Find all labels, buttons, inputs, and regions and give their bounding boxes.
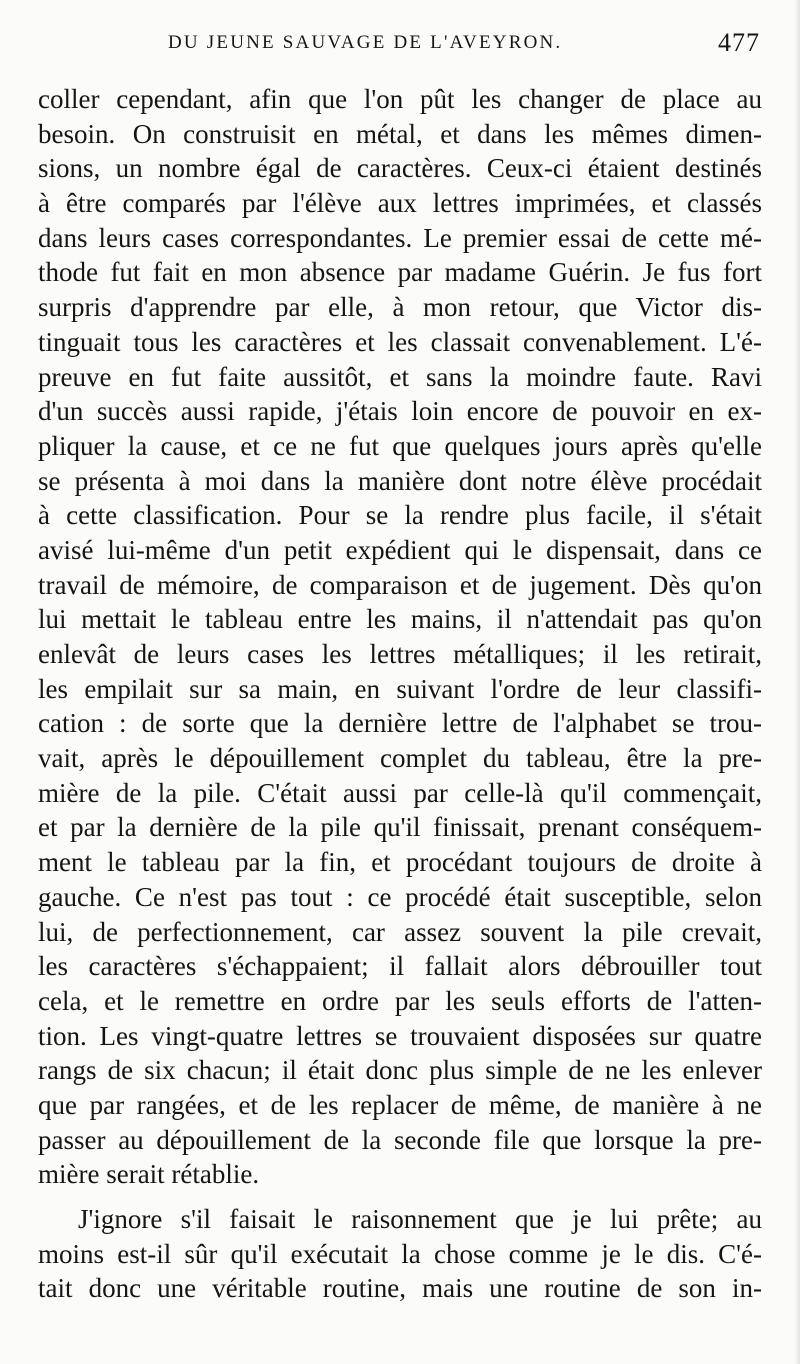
text-line: rangs de six chacun; il était donc plus simple de ne les enlever bbox=[38, 1055, 762, 1086]
text-line: thode fut fait en mon absence par madame Guérin. Je fus fort bbox=[38, 257, 762, 288]
text-line: pliquer la cause, et ce ne fut que quelques jours après qu'elle bbox=[38, 430, 762, 461]
text-line: les empilait sur sa main, en suivant l'ordre de leur classifi- bbox=[38, 673, 762, 704]
text-line: tinguait tous les caractères et les classait convenablement. L'é- bbox=[38, 326, 762, 357]
text-line: preuve en fut faite aussitôt, et sans la moindre faute. Ravi bbox=[38, 361, 762, 392]
text-line: sions, un nombre égal de caractères. Ceux-ci étaient destinés bbox=[38, 153, 762, 184]
text-line: ment le tableau par la fin, et procédant toujours de droite à bbox=[38, 847, 762, 878]
paragraph-2 bbox=[38, 1202, 762, 1306]
paragraph-1 bbox=[38, 82, 762, 1192]
text-line: lui, de perfectionnement, car assez souvent la pile crevait, bbox=[38, 916, 762, 947]
text-line: se présenta à moi dans la manière dont notre élève procédait bbox=[38, 465, 762, 496]
running-title: DU JEUNE SAUVAGE DE L'AVEYRON. bbox=[168, 32, 563, 53]
text-line: vait, après le dépouillement complet du tableau, être la pre- bbox=[38, 743, 762, 774]
text-line: travail de mémoire, de comparaison et de jugement. Dès qu'on bbox=[38, 569, 762, 600]
text-line: tait donc une véritable routine, mais une routine de son in- bbox=[38, 1273, 762, 1304]
text-line: lui mettait le tableau entre les mains, il n'attendait pas qu'on bbox=[38, 604, 762, 635]
text-line: coller cependant, afin que l'on pût les changer de place au bbox=[38, 84, 762, 114]
text-line: que par rangées, et de les replacer de même, de manière à ne bbox=[38, 1089, 762, 1120]
text-line: mière serait rétablie. bbox=[38, 1159, 260, 1190]
page-number: 477 bbox=[718, 28, 760, 57]
text-line: avisé lui-même d'un petit expédient qui le dispensait, dans ce bbox=[38, 534, 762, 565]
text-line: cation : de sorte que la dernière lettre de l'alphabet se trou- bbox=[38, 708, 762, 739]
text-line: et par la dernière de la pile qu'il finissait, prenant conséquem- bbox=[38, 812, 762, 843]
text-line: moins est-il sûr qu'il exécutait la chose comme je le dis. C'é- bbox=[38, 1238, 762, 1269]
body-text bbox=[38, 82, 762, 1306]
text-line: surpris d'apprendre par elle, à mon retour, que Victor dis- bbox=[38, 292, 762, 323]
text-line: à être comparés par l'élève aux lettres imprimées, et classés bbox=[38, 188, 762, 219]
text-line: besoin. On construisit en métal, et dans les mêmes dimen- bbox=[38, 118, 762, 149]
text-line: mière de la pile. C'était aussi par celle-là qu'il commençait, bbox=[38, 777, 762, 808]
text-line: enlevât de leurs cases les lettres métalliques; il les retirait, bbox=[38, 639, 762, 669]
text-line: dans leurs cases correspondantes. Le premier essai de cette mé- bbox=[38, 222, 762, 253]
text-line: gauche. Ce n'est pas tout : ce procédé était susceptible, selon bbox=[38, 881, 762, 912]
page-edge-shadow bbox=[794, 0, 800, 1364]
running-head bbox=[38, 28, 762, 64]
text-line: les caractères s'échappaient; il fallait alors débrouiller tout bbox=[38, 951, 762, 982]
text-line: cela, et le remettre en ordre par les seuls efforts de l'atten- bbox=[38, 985, 762, 1016]
text-line: J'ignore s'il faisait le raisonnement que je lui prête; au bbox=[78, 1204, 762, 1234]
paragraph-gap bbox=[38, 1192, 762, 1202]
text-line: passer au dépouillement de la seconde file que lorsque la pre- bbox=[38, 1124, 762, 1155]
text-line: tion. Les vingt-quatre lettres se trouvaient disposées sur quatre bbox=[38, 1020, 762, 1051]
text-line: d'un succès aussi rapide, j'étais loin encore de pouvoir en ex- bbox=[38, 396, 762, 427]
text-line: à cette classification. Pour se la rendre plus facile, il s'était bbox=[38, 500, 762, 531]
